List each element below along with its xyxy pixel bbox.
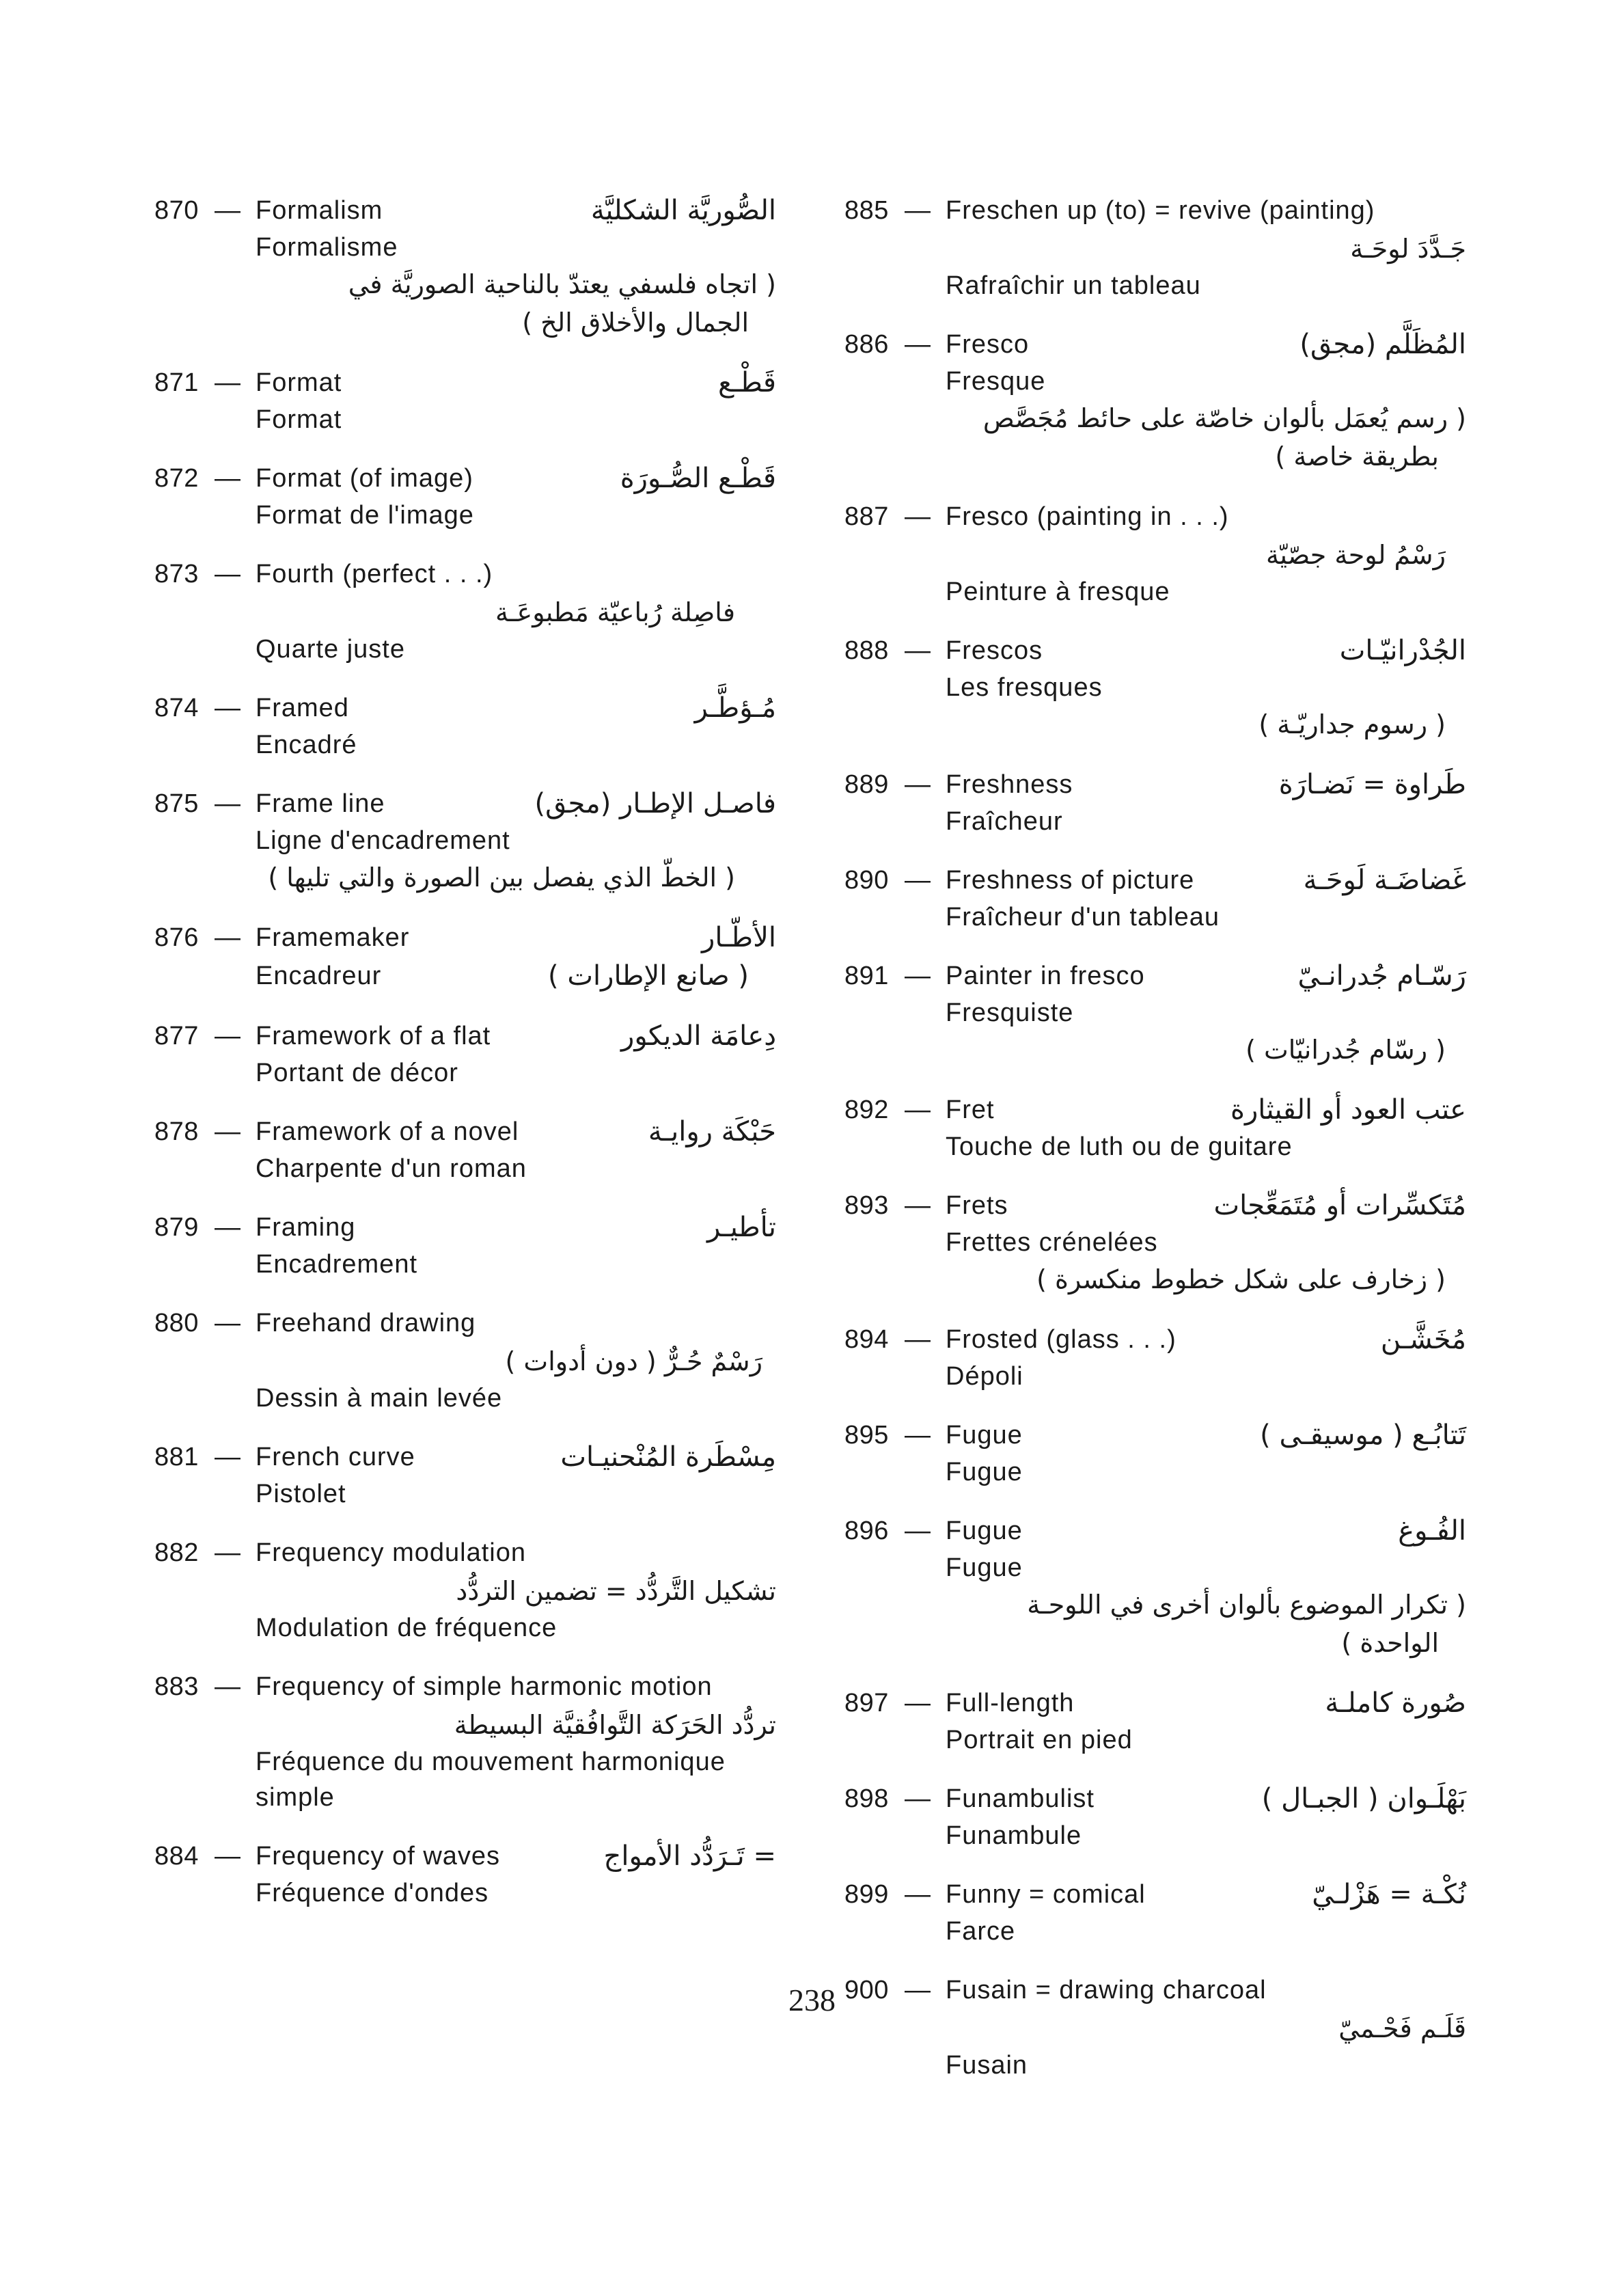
entry-872 [154, 459, 776, 533]
entry-dash: — [905, 1096, 931, 1124]
english-term: Funny = comical [946, 1880, 1146, 1909]
entry-number: 896 [844, 1517, 889, 1545]
arabic-term: قَلَـم فَحْـميّ [1338, 2013, 1466, 2043]
arabic-term: رَسْمٌ حُـرٌّ ( دون أدوات ) [505, 1346, 762, 1376]
english-term: Fret [946, 1096, 995, 1124]
french-term: Ligne d'encadrement [256, 826, 510, 855]
entry-883 [154, 1668, 776, 1815]
french-term: Fréquence du mouvement harmonique [256, 1748, 726, 1776]
entry-899 [844, 1875, 1466, 1949]
french-term: Encadreur [256, 962, 382, 990]
arabic-note: ( الخطّ الذي يفصل بين الصورة والتي تليها ) [268, 862, 735, 893]
arabic-term: تَتابُـع ( موسيقـى ) [1260, 1419, 1466, 1451]
arabic-note: ( رسم يُعمَل بألوان خاصّة على حائط مُجَصَّص [982, 403, 1466, 433]
entry-876 [154, 919, 776, 995]
french-term: Modulation de fréquence [256, 1614, 558, 1642]
entry-897 [844, 1684, 1466, 1758]
left-column [154, 191, 776, 1933]
french-term: Fugue [946, 1458, 1023, 1486]
entry-887 [844, 498, 1466, 610]
english-term: French curve [256, 1443, 415, 1471]
entry-number: 891 [844, 962, 889, 990]
entry-number: 882 [154, 1538, 199, 1567]
entry-889 [844, 765, 1466, 839]
entry-dash: — [215, 1842, 240, 1871]
arabic-term: = تَـرَدُّد الأمواج [603, 1840, 776, 1872]
english-term: Freehand drawing [256, 1309, 476, 1337]
entry-number: 888 [844, 636, 889, 665]
entry-dash: — [905, 1784, 931, 1813]
french-term: Peinture à fresque [946, 577, 1170, 606]
arabic-term: الفُـوغ [1398, 1515, 1466, 1547]
entry-dash: — [215, 1443, 240, 1471]
entry-dash: — [215, 196, 240, 225]
entry-number: 894 [844, 1325, 889, 1354]
entry-898 [844, 1780, 1466, 1853]
entry-dash: — [905, 1517, 931, 1545]
entry-number: 890 [844, 866, 889, 895]
arabic-term: غَضاضَـة لَوحَـة [1303, 865, 1466, 896]
french-term: Les fresques [946, 673, 1103, 702]
french-term: Fraîcheur d'un tableau [946, 903, 1220, 932]
entry-number: 885 [844, 196, 889, 225]
entry-number: 873 [154, 560, 199, 588]
entry-number: 886 [844, 330, 889, 359]
entry-number: 877 [154, 1022, 199, 1050]
entry-number: 887 [844, 502, 889, 531]
entry-878 [154, 1113, 776, 1186]
entry-number: 872 [154, 464, 199, 493]
english-term: Format [256, 368, 342, 397]
arabic-term: دِعامَة الديكور [621, 1020, 776, 1052]
english-term: Freshness [946, 770, 1073, 799]
entry-number: 884 [154, 1842, 199, 1871]
arabic-term: نُكْـة = هَزْلـيّ [1312, 1879, 1466, 1910]
english-term: Framing [256, 1213, 356, 1242]
french-term: Encadré [256, 731, 357, 759]
arabic-term: مُتَكسِّرات أو مُتَمَعِّجات [1213, 1190, 1466, 1221]
arabic-note: ( صانع الإطارات ) [548, 960, 749, 992]
entry-number: 889 [844, 770, 889, 799]
english-term: Frequency of simple harmonic motion [256, 1672, 713, 1701]
french-term: Dépoli [946, 1362, 1023, 1391]
english-term: Frame line [256, 789, 385, 818]
arabic-note: الواحدة ) [1341, 1628, 1439, 1658]
entry-dash: — [215, 694, 240, 722]
french-term: Portant de décor [256, 1059, 458, 1087]
english-term: Formalism [256, 196, 383, 225]
english-term: Freshness of picture [946, 866, 1195, 895]
arabic-term: تردُّد الحَرَكة التَّوافُقيَّة البسيطة [454, 1710, 776, 1740]
french-term: Fresque [946, 367, 1046, 396]
english-term: Frosted (glass . . .) [946, 1325, 1176, 1354]
arabic-term: مِسْطَرة المُنْحنيـات [560, 1441, 776, 1473]
entry-number: 883 [154, 1672, 199, 1701]
arabic-term: فاصِلة رُباعيّة مَطبوعَـة [495, 597, 735, 627]
entry-880 [154, 1304, 776, 1416]
entry-875 [154, 785, 776, 897]
arabic-term: الجُدْرانيّـات [1339, 635, 1466, 666]
entry-number: 875 [154, 789, 199, 818]
entry-896 [844, 1512, 1466, 1662]
entry-number: 876 [154, 923, 199, 952]
english-term: Freschen up (to) = revive (painting) [946, 196, 1375, 225]
entry-874 [154, 689, 776, 763]
english-term: Fugue [946, 1421, 1023, 1450]
english-term: Painter in fresco [946, 962, 1145, 990]
right-column [844, 191, 1466, 2105]
entry-893 [844, 1186, 1466, 1299]
french-term: Quarte juste [256, 635, 405, 664]
french-term: Farce [946, 1917, 1016, 1946]
entry-dash: — [215, 1672, 240, 1701]
arabic-note: ( زخارف على شكل خطوط منكسرة ) [1036, 1264, 1446, 1294]
entry-number: 874 [154, 694, 199, 722]
arabic-term: رَسْمُ لوحة جصّيّة [1266, 540, 1446, 570]
english-term: Framework of a novel [256, 1117, 519, 1146]
entry-number: 893 [844, 1191, 889, 1220]
french-term: Fresquiste [946, 998, 1074, 1027]
arabic-term: قَطْـع الصُّـورَة [620, 463, 776, 494]
english-term: Fugue [946, 1517, 1023, 1545]
entry-dash: — [215, 789, 240, 818]
french-term: Portrait en pied [946, 1726, 1133, 1754]
entry-884 [154, 1837, 776, 1911]
french-term: Fraîcheur [946, 807, 1063, 836]
french-term: Fugue [946, 1553, 1023, 1582]
arabic-term: مُخَشَّـن [1380, 1324, 1466, 1355]
entry-dash: — [215, 464, 240, 493]
entry-number: 881 [154, 1443, 199, 1471]
entry-number: 899 [844, 1880, 889, 1909]
entry-dash: — [905, 770, 931, 799]
arabic-term: تشكيل التَّردُّد = تضمين التردُّد [456, 1576, 776, 1606]
arabic-term: مُـؤطَّـر [694, 692, 776, 724]
french-term: Formalisme [256, 233, 398, 262]
english-term: Fusain = drawing charcoal [946, 1976, 1267, 2004]
entry-number: 878 [154, 1117, 199, 1146]
english-term: Fresco [946, 330, 1030, 359]
entry-891 [844, 957, 1466, 1069]
entry-dash: — [215, 923, 240, 952]
arabic-term: حَبْكَة روايـة [648, 1116, 776, 1147]
entry-dash: — [215, 1022, 240, 1050]
english-term: Frequency of waves [256, 1842, 501, 1871]
french-term: Dessin à main levée [256, 1384, 503, 1413]
entry-dash: — [905, 866, 931, 895]
french-term: Format [256, 405, 342, 434]
french-term: Fréquence d'ondes [256, 1879, 489, 1907]
entry-dash: — [215, 560, 240, 588]
french-term: Funambule [946, 1821, 1082, 1850]
english-term: Framemaker [256, 923, 410, 952]
arabic-term: صُورة كاملـة [1325, 1687, 1466, 1719]
page-number: 238 [788, 1983, 836, 2017]
english-term: Format (of image) [256, 464, 473, 493]
entry-dash: — [215, 368, 240, 397]
entry-885 [844, 191, 1466, 303]
entry-890 [844, 861, 1466, 935]
french-term: Rafraîchir un tableau [946, 271, 1201, 300]
entry-895 [844, 1416, 1466, 1490]
entry-number: 879 [154, 1213, 199, 1242]
english-term: Framed [256, 694, 349, 722]
french-term: Format de l'image [256, 501, 474, 530]
entry-871 [154, 364, 776, 437]
entry-dash: — [905, 636, 931, 665]
french-term: Touche de luth ou de guitare [946, 1132, 1293, 1161]
entry-dash: — [905, 330, 931, 359]
arabic-term: بَهْلَـوان ( الجبـال ) [1261, 1783, 1466, 1814]
entry-dash: — [905, 1976, 931, 2004]
arabic-note: ( رسوم جداريّـة ) [1258, 709, 1446, 739]
entry-number: 880 [154, 1309, 199, 1337]
arabic-note: بطريقة خاصة ) [1275, 441, 1439, 472]
entry-877 [154, 1017, 776, 1091]
entry-number: 895 [844, 1421, 889, 1450]
entry-number: 898 [844, 1784, 889, 1813]
entry-dash: — [905, 1880, 931, 1909]
arabic-note: ( تكرار الموضوع بألوان أخرى في اللوحـة [1027, 1590, 1466, 1620]
entry-892 [844, 1091, 1466, 1165]
french-term: Fusain [946, 2051, 1028, 2080]
french-term: Pistolet [256, 1480, 346, 1508]
arabic-note: ( رسّام جُدرانيّات ) [1245, 1035, 1446, 1065]
arabic-term: المُظَلَّم (مجق) [1299, 329, 1466, 360]
english-term: Frets [946, 1191, 1008, 1220]
entry-888 [844, 631, 1466, 744]
entry-dash: — [215, 1213, 240, 1242]
english-term: Fresco (painting in . . .) [946, 502, 1229, 531]
entry-dash: — [905, 502, 931, 531]
entry-dash: — [215, 1117, 240, 1146]
french-term: Frettes crénelées [946, 1228, 1158, 1257]
arabic-term: تأطيـر [706, 1212, 776, 1243]
english-term: Frequency modulation [256, 1538, 526, 1567]
entry-number: 870 [154, 196, 199, 225]
entry-882 [154, 1534, 776, 1646]
english-term: Framework of a flat [256, 1022, 491, 1050]
arabic-term: طَراوة = نَضـارَة [1278, 769, 1466, 800]
arabic-note: الجمال والأخلاق الخ ) [522, 308, 749, 338]
english-term: Funambulist [946, 1784, 1095, 1813]
arabic-note: ( اتجاه فلسفي يعتدّ بالناحية الصوريَّة في [348, 269, 776, 299]
entry-dash: — [905, 196, 931, 225]
entry-dash: — [905, 962, 931, 990]
entry-number: 897 [844, 1689, 889, 1717]
arabic-term: جَـدَّدَ لوحَـة [1350, 234, 1466, 264]
arabic-term: قَطْـع [718, 367, 776, 398]
french-term-continued: simple [256, 1783, 335, 1812]
entry-dash: — [905, 1325, 931, 1354]
entry-870 [154, 191, 776, 342]
entry-number: 892 [844, 1096, 889, 1124]
entry-dash: — [905, 1689, 931, 1717]
english-term: Fourth (perfect . . .) [256, 560, 493, 588]
entry-dash: — [215, 1538, 240, 1567]
entry-879 [154, 1208, 776, 1282]
entry-number: 900 [844, 1976, 889, 2004]
arabic-term: الصُّوريَّة الشكليَّة [590, 195, 776, 226]
arabic-term: فاصـل الإطـار (مجق) [534, 788, 776, 819]
arabic-term: عتب العود أو القيثارة [1230, 1094, 1466, 1126]
french-term: Encadrement [256, 1250, 418, 1279]
entry-886 [844, 325, 1466, 476]
french-term: Charpente d'un roman [256, 1154, 527, 1183]
entry-894 [844, 1320, 1466, 1394]
english-term: Full-length [946, 1689, 1075, 1717]
arabic-term: رَسّـام جُدرانـيّ [1297, 960, 1466, 992]
entry-873 [154, 555, 776, 667]
entry-dash: — [905, 1191, 931, 1220]
entry-881 [154, 1438, 776, 1512]
arabic-term: الأطّـار [702, 922, 776, 953]
entry-number: 871 [154, 368, 199, 397]
entry-dash: — [905, 1421, 931, 1450]
english-term: Frescos [946, 636, 1043, 665]
entry-dash: — [215, 1309, 240, 1337]
